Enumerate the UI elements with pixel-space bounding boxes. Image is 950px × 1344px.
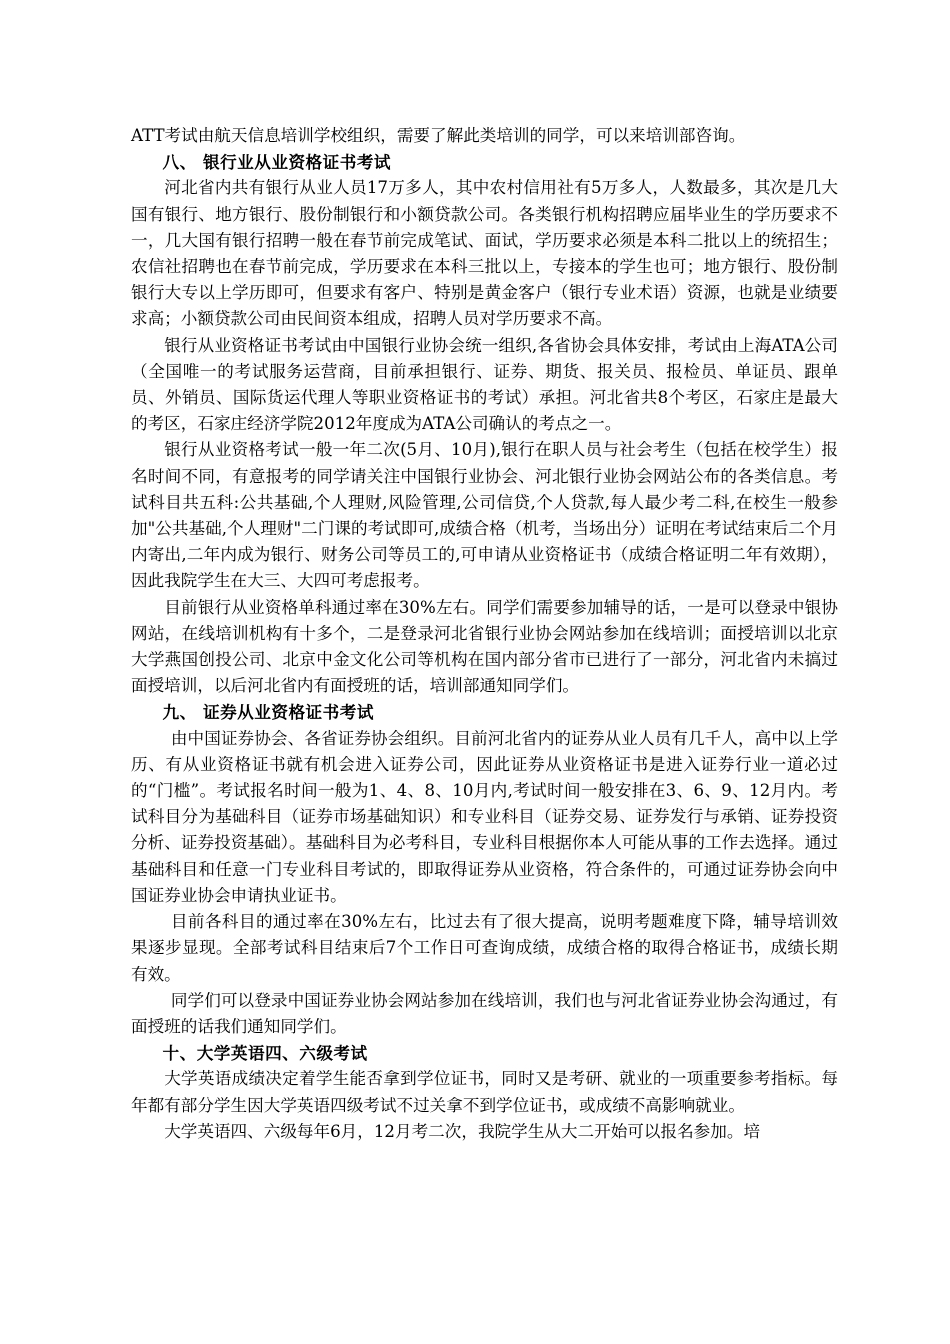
paragraph-banking-staff: 河北省内共有银行从业人员17万多人，其中农村信用社有5万多人，人数最多，其次是几大国有银行、地方银行、股份制银行和小额贷款公司。各类银行机构招聘应届毕业生的学历要求不一，几大国有银行招聘一般在春节前完成笔试、面试，学历要求必须是本科二批以上的统招生；农信社招聘也在春节前完成，学历要求在本科三批以上，专接本的学生也可；地方银行、股份制银行大专以上学历即可，但要求有客户、特别是黄金客户（银行专业术语）资源，也就是业绩要求高；小额贷款公司由民间资本组成，招聘人员对学历要求不高。 bbox=[131, 178, 838, 329]
paragraph-cet-schedule: 大学英语四、六级每年6月，12月考二次，我院学生从大二开始可以报名参加。培 bbox=[164, 1121, 761, 1141]
paragraph-securities-pass-rate: 目前各科目的通过率在30%左右，比过去有了很大提高，说明考题难度下降，辅导培训效果逐步显现。全部考试科目结束后7个工作日可查询成绩，成绩合格的取得合格证书，成绩长期有效。 bbox=[131, 912, 838, 984]
paragraph-att-training: ATT考试由航天信息培训学校组织，需要了解此类培训的同学，可以来培训部咨询。 bbox=[131, 126, 746, 145]
paragraph-securities-training: 同学们可以登录中国证券业协会网站参加在线培训，我们也与河北省证券业协会沟通过，有面授班的话我们通知同学们。 bbox=[131, 990, 838, 1036]
section-heading-cet: 十、大学英语四、六级考试 bbox=[162, 1043, 368, 1064]
paragraph-securities-overview: 由中国证券协会、各省证券协会组织。目前河北省内的证券从业人员有几千人，高中以上学历、有从业资格证书就有机会进入证券公司，因此证券从业资格证书是进入证券行业一道必过的“门槛”。考试报名时间一般为1、4、8、10月内,考试时间一般安排在3、6、9、12月内。考试科目分为基础科目（证券市场基础知识）和专业科目（证券交易、证券发行与承销、证券投资分析、证券投资基础）。基础科目为必考科目，专业科目根据你本人可能从事的工作去选择。通过基础科目和任意一门专业科目考试的，即取得证券从业资格，符合条件的，可通过证券协会向中国证券业协会申请执业证书。 bbox=[131, 728, 838, 905]
paragraph-banking-exam-schedule: 银行从业资格考试一般一年二次(5月、10月),银行在职人员与社会考生（包括在校学生）报名时间不同，有意报考的同学请关注中国银行业协会、河北银行业协会网站公布的各类信息。考试科目共五科:公共基础,个人理财,风险管理,公司信贷,个人贷款,每人最少考二科,在校生一般参加"公共基础,个人理财"二门课的考试即可,成绩合格（机考，当场出分）证明在考试结束后二个月内寄出,二年内成为银行、财务公司等员工的,可申请从业资格证书（成绩合格证明二年有效期），因此我院学生在大三、大四可考虑报考。 bbox=[131, 440, 838, 591]
section-heading-securities: 九、 证券从业资格证书考试 bbox=[162, 702, 374, 723]
paragraph-cet-importance: 大学英语成绩决定着学生能否拿到学位证书，同时又是考研、就业的一项重要参考指标。每年都有部分学生因大学英语四级考试不过关拿不到学位证书，或成绩不高影响就业。 bbox=[131, 1069, 838, 1115]
section-heading-banking: 八、 银行业从业资格证书考试 bbox=[162, 152, 392, 173]
paragraph-banking-exam-organizer: 银行从业资格证书考试由中国银行业协会统一组织,各省协会具体安排，考试由上海ATA公司（全国唯一的考试服务运营商，目前承担银行、证券、期货、报关员、报检员、单证员、跟单员、外销员、国际货运代理人等职业资格证书的考试）承担。河北省共8个考区，石家庄是最大的考区，石家庄经济学院2012年度成为ATA公司确认的考点之一。 bbox=[131, 335, 838, 434]
paragraph-banking-pass-rate: 目前银行从业资格单科通过率在30%左右。同学们需要参加辅导的话，一是可以登录中银协网站，在线培训机构有十多个，二是登录河北省银行业协会网站参加在线培训；面授培训以北京大学燕国创投公司、北京中金文化公司等机构在国内部分省市已进行了一部分，河北省内未搞过面授培训，以后河北省内有面授班的话，培训部通知同学们。 bbox=[131, 597, 838, 696]
